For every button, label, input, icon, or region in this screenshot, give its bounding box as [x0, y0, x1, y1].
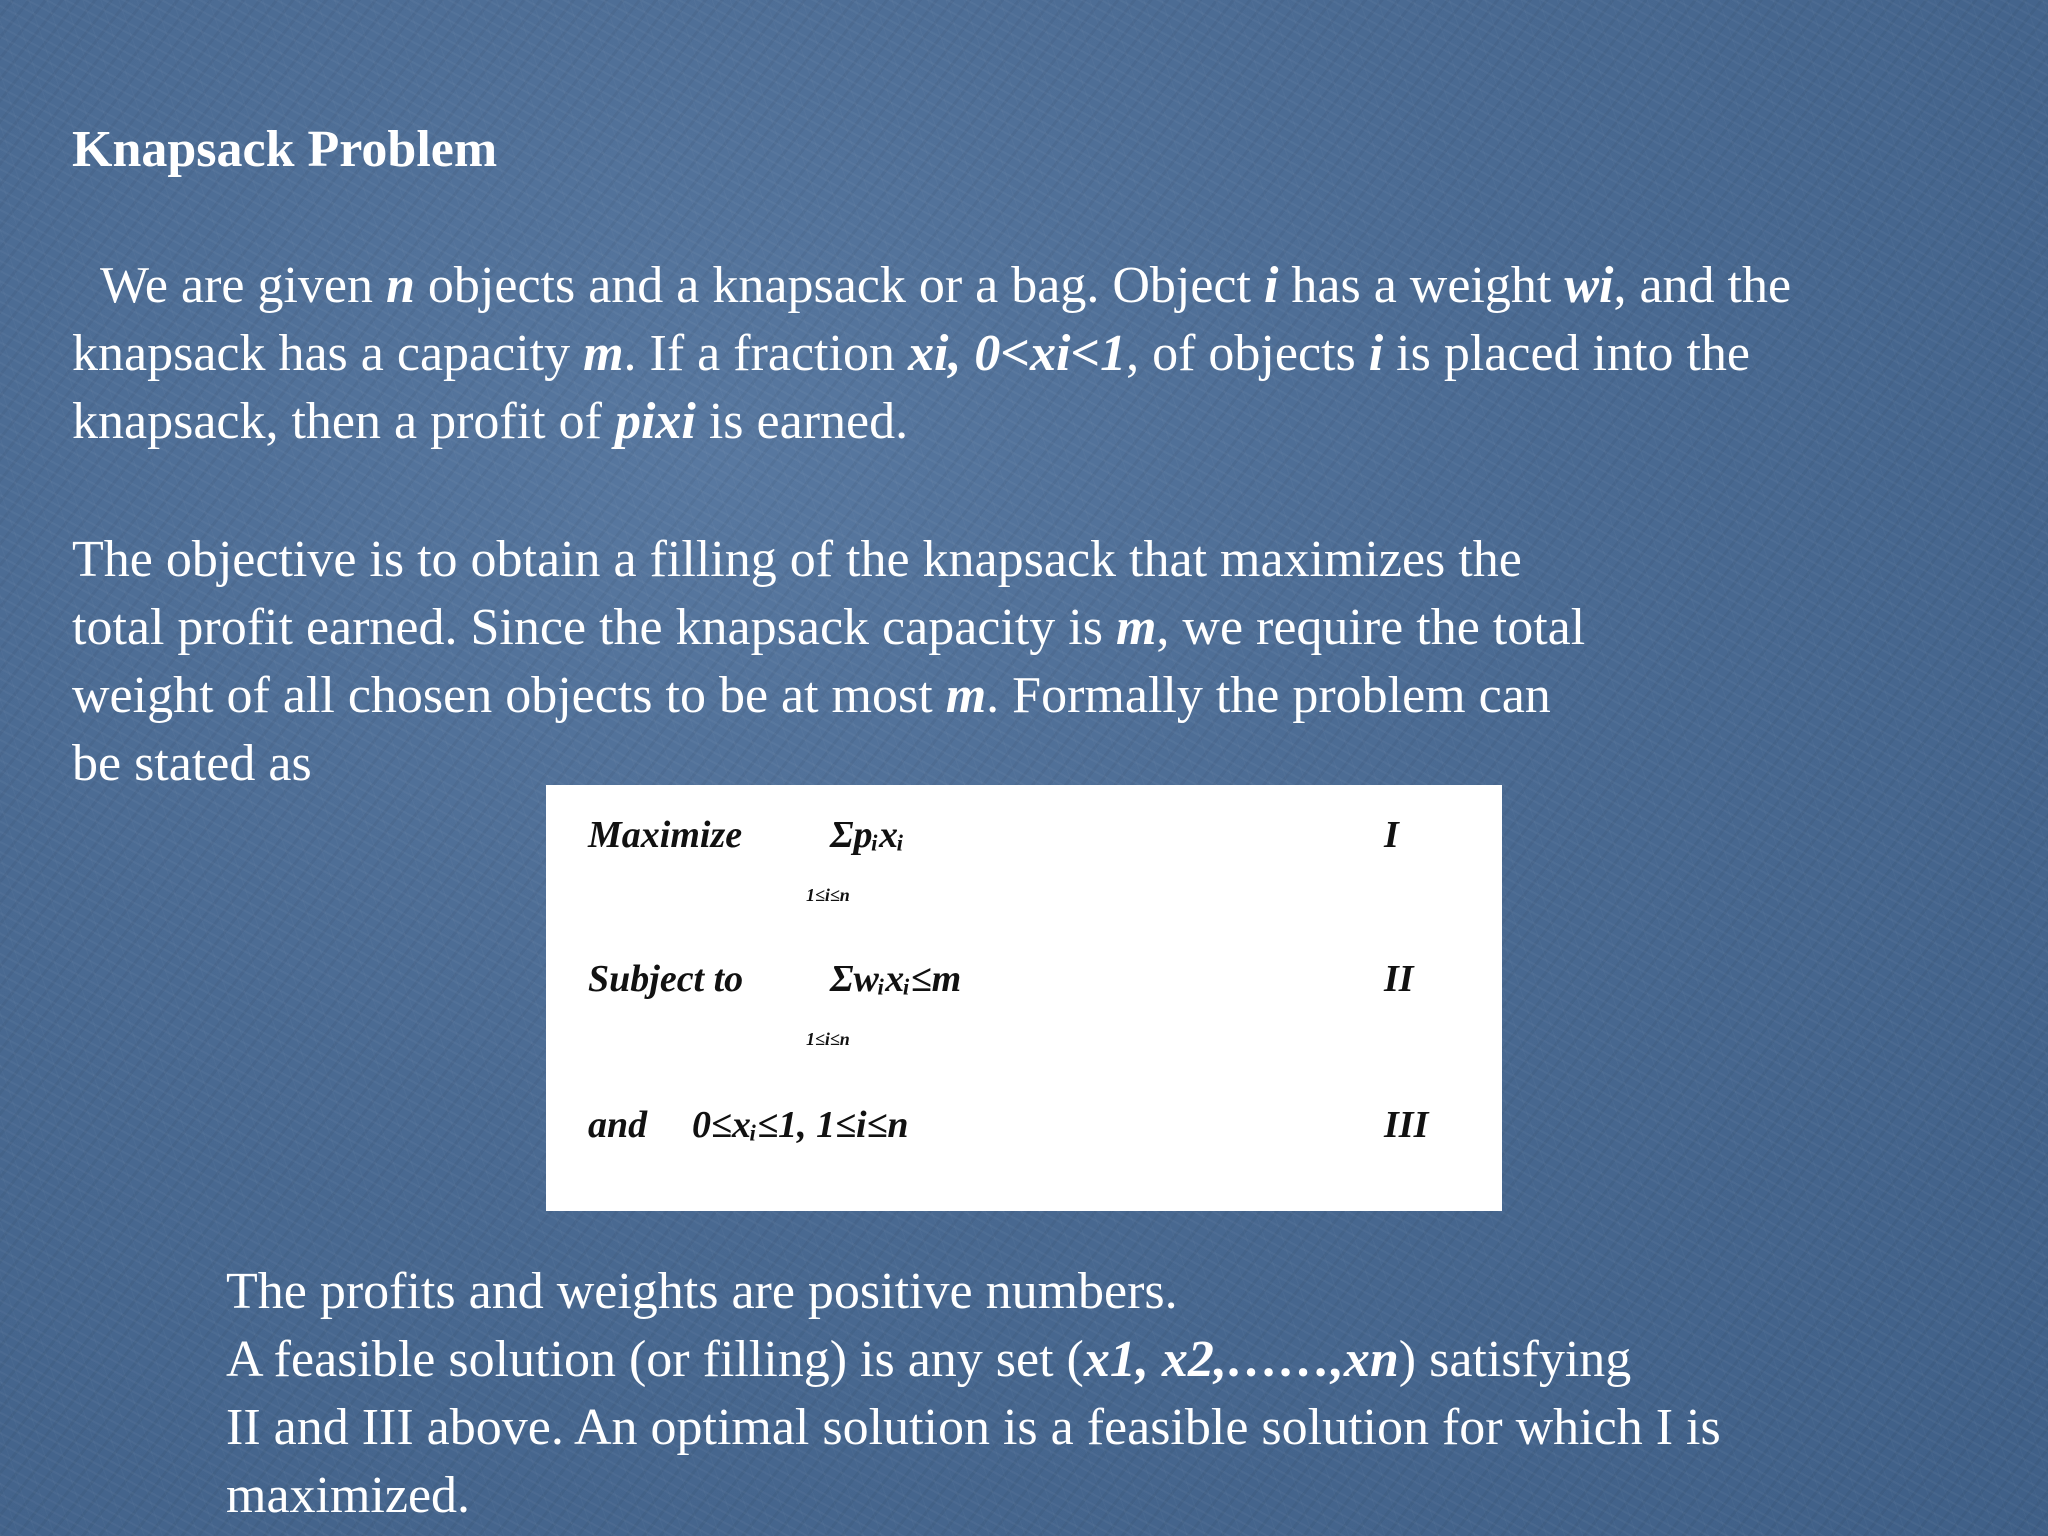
paragraph-line: [72, 252, 1791, 320]
text-run: . Formally the problem can: [986, 667, 1551, 724]
formula-number-1: I: [1384, 814, 1399, 856]
text-run: is earned.: [695, 393, 909, 450]
paragraph-line: The profits and weights are positive numbers.: [226, 1263, 1178, 1320]
objective-paragraph: [72, 526, 1585, 798]
text-run: We are given: [100, 257, 386, 314]
math-variable: wi: [1564, 257, 1614, 314]
formula-box: [546, 785, 1502, 1211]
paragraph-line: II and III above. An optimal solution is a feasible solution for which I is: [226, 1399, 1721, 1456]
problem-description-paragraph: [72, 252, 1791, 456]
text-run: has a weight: [1278, 257, 1565, 314]
formula-summation-range: 1≤i≤n: [806, 1029, 850, 1049]
formula-number-3: III: [1384, 1104, 1429, 1146]
definitions-paragraph: [226, 1258, 1721, 1530]
math-variable: i: [1368, 325, 1384, 382]
math-variable: i: [1263, 257, 1279, 314]
formula-bounds: 0≤xᵢ≤1, 1≤i≤n: [692, 1104, 909, 1146]
math-variable: xi, 0<xi<1: [907, 325, 1127, 382]
formula-number-2: II: [1384, 958, 1414, 1000]
text-run: total profit earned. Since the knapsack capacity is: [72, 599, 1116, 656]
text-run: weight of all chosen objects to be at most: [72, 667, 946, 724]
text-run: . If a fraction: [623, 325, 908, 382]
text-run: , we require the total: [1156, 599, 1586, 656]
formula-label-and: and: [588, 1104, 648, 1146]
formula-constraint: Σwᵢxᵢ≤m: [830, 958, 962, 1000]
text-run: ) satisfying: [1398, 1331, 1632, 1388]
formula-label-subject-to: Subject to: [588, 958, 744, 1000]
text-run: , and the: [1613, 257, 1792, 314]
math-variable: m: [1115, 599, 1157, 656]
text-run: knapsack has a capacity: [72, 325, 584, 382]
paragraph-line: be stated as: [72, 735, 312, 792]
math-variable: m: [945, 667, 987, 724]
slide-title: Knapsack Problem: [72, 121, 498, 178]
formula-objective: Σpᵢxᵢ: [830, 814, 905, 856]
math-variable: m: [583, 325, 624, 382]
math-variable: n: [386, 257, 415, 314]
math-variable: x1, x2,……,xn: [1083, 1331, 1399, 1388]
math-variable: pixi: [614, 393, 696, 450]
paragraph-line: [72, 320, 1791, 388]
paragraph-line: [226, 1326, 1721, 1394]
formula-label-maximize: Maximize: [588, 814, 743, 856]
formula-summation-range: 1≤i≤n: [806, 885, 850, 905]
paragraph-line: [72, 662, 1585, 730]
paragraph-line: [72, 388, 1791, 456]
text-run: , of objects: [1126, 325, 1369, 382]
text-run: knapsack, then a profit of: [72, 393, 615, 450]
text-run: objects and a knapsack or a bag. Object: [414, 257, 1264, 314]
text-run: is placed into the: [1383, 325, 1750, 382]
paragraph-line: The objective is to obtain a filling of the knapsack that maximizes the: [72, 531, 1522, 588]
paragraph-line: maximized.: [226, 1467, 471, 1524]
text-run: A feasible solution (or filling) is any set (: [226, 1331, 1084, 1388]
paragraph-line: [72, 594, 1585, 662]
